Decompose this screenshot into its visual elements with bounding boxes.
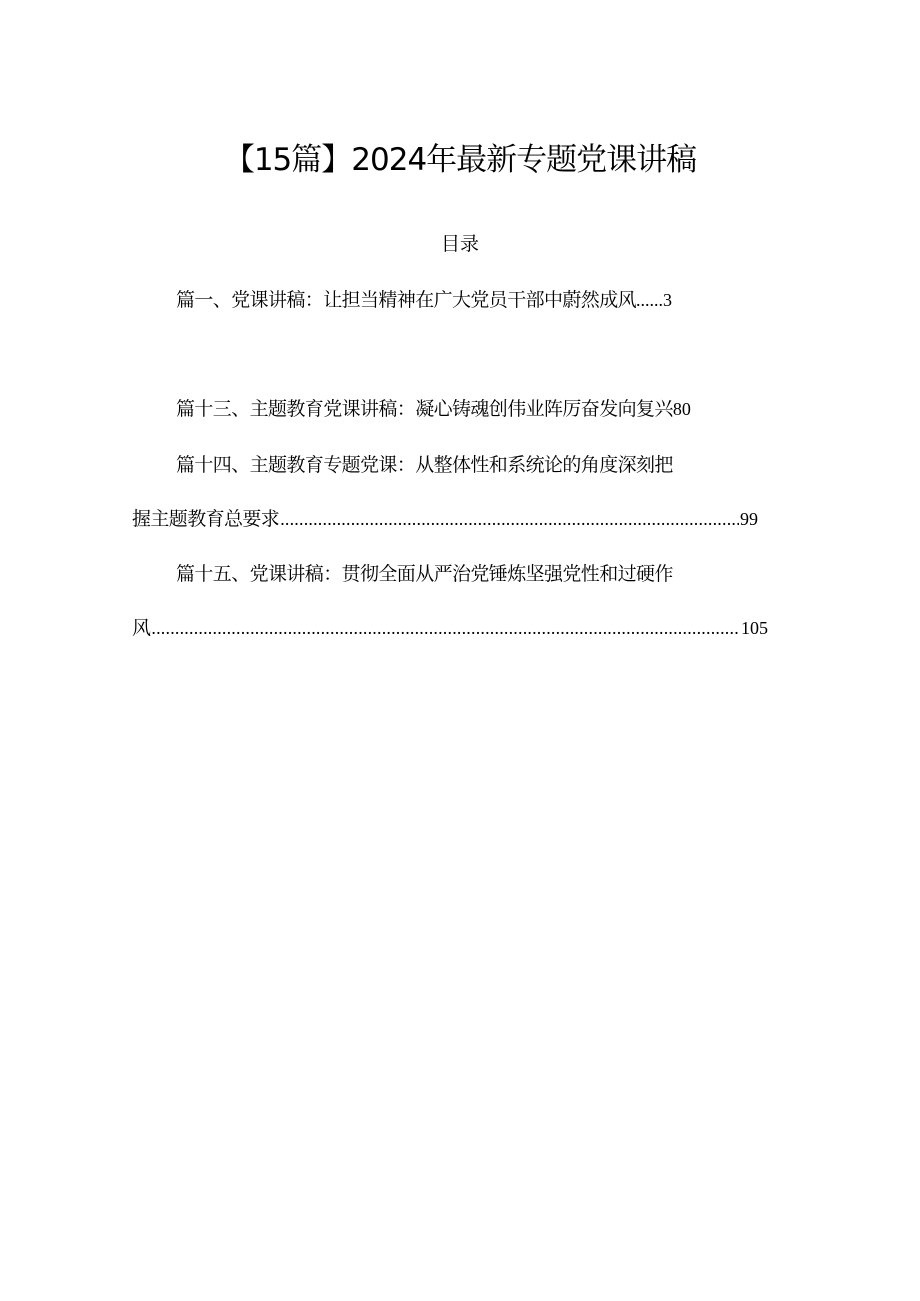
toc-entry-1-text: 篇一、党课讲稿：让担当精神在广大党员干部中蔚然成风 [176,289,637,311]
toc-entry-14-text-line2: 握主题教育总要求 [132,508,280,530]
toc-entry-1-leader: ...... [636,290,664,310]
toc-entry-15-line2[interactable] [132,614,768,642]
toc-entry-15-text-line1: 篇十五、党课讲稿：贯彻全面从严治党锤炼坚强党性和过硬作 [176,563,673,585]
toc-entry-1-page: 3 [663,290,673,310]
toc-entry-13-text: 篇十三、主题教育党课讲稿：凝心铸魂创伟业阵厉奋发向复兴 [176,398,673,420]
toc-entry-15-page: 105 [741,618,768,638]
toc-entry-13[interactable] [176,395,691,423]
toc-entry-14-line2[interactable] [132,505,758,533]
toc-entry-14-text-line1: 篇十四、主题教育专题党课：从整体性和系统论的角度深刻把 [176,454,673,476]
toc-entry-15-line1[interactable] [176,560,673,588]
toc-entry-15-text-line2: 风 [132,617,151,639]
toc-entry-14-page: 99 [740,509,758,529]
document-title: 【15篇】2024年最新专题党课讲稿 [223,142,697,178]
toc-entry-14-leader [280,505,739,533]
toc-heading: 目录 [440,233,479,255]
toc-entry-13-page: 80 [672,399,691,419]
toc-entry-14-line1[interactable] [176,451,673,479]
toc-entry-15-leader [151,614,740,642]
toc-entry-1[interactable] [176,286,672,314]
